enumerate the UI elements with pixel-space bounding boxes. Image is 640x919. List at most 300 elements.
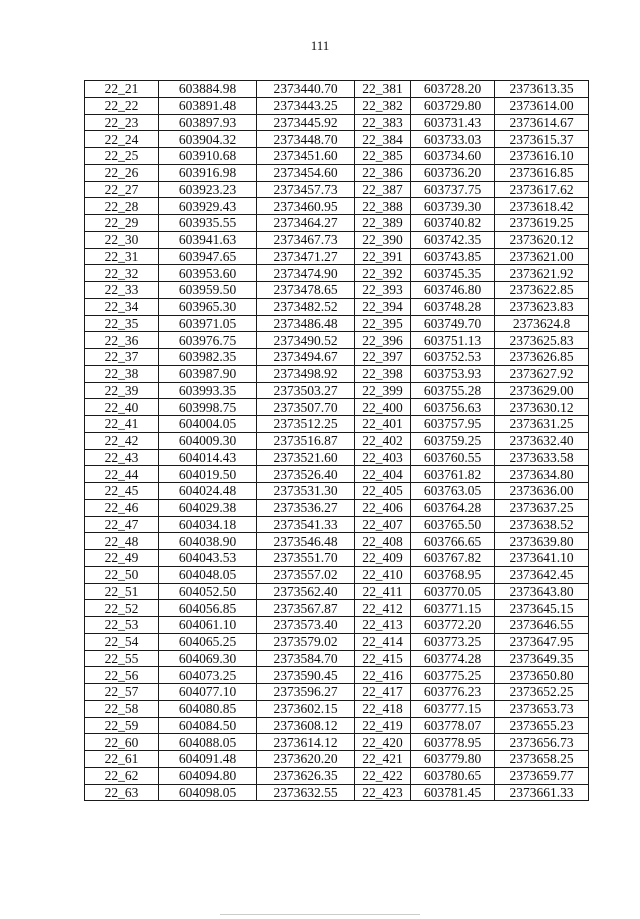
x-coordinate-cell: 604004.05	[159, 416, 257, 433]
point-id-cell: 22_31	[85, 248, 159, 265]
x-coordinate-cell: 603780.65	[411, 767, 495, 784]
x-coordinate-cell: 604088.05	[159, 734, 257, 751]
y-coordinate-cell: 2373457.73	[257, 181, 355, 198]
x-coordinate-cell: 604073.25	[159, 667, 257, 684]
y-coordinate-cell: 2373608.12	[257, 717, 355, 734]
y-coordinate-cell: 2373615.37	[495, 131, 589, 148]
x-coordinate-cell: 603764.28	[411, 499, 495, 516]
point-id-cell: 22_385	[355, 148, 411, 165]
point-id-cell: 22_55	[85, 650, 159, 667]
y-coordinate-cell: 2373616.85	[495, 164, 589, 181]
x-coordinate-cell: 603736.20	[411, 164, 495, 181]
x-coordinate-cell: 604098.05	[159, 784, 257, 801]
table-row	[85, 198, 589, 215]
point-id-cell: 22_390	[355, 231, 411, 248]
y-coordinate-cell: 2373471.27	[257, 248, 355, 265]
table-row	[85, 81, 589, 98]
y-coordinate-cell: 2373623.83	[495, 298, 589, 315]
x-coordinate-cell: 603777.15	[411, 700, 495, 717]
y-coordinate-cell: 2373639.80	[495, 533, 589, 550]
y-coordinate-cell: 2373494.67	[257, 349, 355, 366]
point-id-cell: 22_30	[85, 231, 159, 248]
y-coordinate-cell: 2373616.10	[495, 148, 589, 165]
y-coordinate-cell: 2373507.70	[257, 399, 355, 416]
table-row	[85, 734, 589, 751]
point-id-cell: 22_51	[85, 583, 159, 600]
point-id-cell: 22_52	[85, 600, 159, 617]
point-id-cell: 22_25	[85, 148, 159, 165]
y-coordinate-cell: 2373645.15	[495, 600, 589, 617]
table-row	[85, 181, 589, 198]
y-coordinate-cell: 2373448.70	[257, 131, 355, 148]
point-id-cell: 22_401	[355, 416, 411, 433]
x-coordinate-cell: 603771.15	[411, 600, 495, 617]
y-coordinate-cell: 2373626.85	[495, 349, 589, 366]
y-coordinate-cell: 2373647.95	[495, 633, 589, 650]
y-coordinate-cell: 2373590.45	[257, 667, 355, 684]
point-id-cell: 22_406	[355, 499, 411, 516]
y-coordinate-cell: 2373624.8	[495, 315, 589, 332]
x-coordinate-cell: 603998.75	[159, 399, 257, 416]
y-coordinate-cell: 2373638.52	[495, 516, 589, 533]
table-row	[85, 550, 589, 567]
x-coordinate-cell: 603884.98	[159, 81, 257, 98]
y-coordinate-cell: 2373614.12	[257, 734, 355, 751]
y-coordinate-cell: 2373633.58	[495, 449, 589, 466]
y-coordinate-cell: 2373613.35	[495, 81, 589, 98]
point-id-cell: 22_63	[85, 784, 159, 801]
x-coordinate-cell: 603778.07	[411, 717, 495, 734]
point-id-cell: 22_423	[355, 784, 411, 801]
x-coordinate-cell: 603773.25	[411, 633, 495, 650]
table-row	[85, 382, 589, 399]
point-id-cell: 22_56	[85, 667, 159, 684]
x-coordinate-cell: 604052.50	[159, 583, 257, 600]
x-coordinate-cell: 603751.13	[411, 332, 495, 349]
table-row	[85, 282, 589, 299]
point-id-cell: 22_38	[85, 365, 159, 382]
table-row	[85, 97, 589, 114]
y-coordinate-cell: 2373454.60	[257, 164, 355, 181]
y-coordinate-cell: 2373631.25	[495, 416, 589, 433]
table-row	[85, 265, 589, 282]
y-coordinate-cell: 2373655.23	[495, 717, 589, 734]
y-coordinate-cell: 2373642.45	[495, 566, 589, 583]
point-id-cell: 22_21	[85, 81, 159, 98]
point-id-cell: 22_418	[355, 700, 411, 717]
x-coordinate-cell: 603781.45	[411, 784, 495, 801]
x-coordinate-cell: 603941.63	[159, 231, 257, 248]
x-coordinate-cell: 604065.25	[159, 633, 257, 650]
point-id-cell: 22_403	[355, 449, 411, 466]
table-row	[85, 231, 589, 248]
point-id-cell: 22_24	[85, 131, 159, 148]
y-coordinate-cell: 2373617.62	[495, 181, 589, 198]
point-id-cell: 22_383	[355, 114, 411, 131]
point-id-cell: 22_54	[85, 633, 159, 650]
table-row	[85, 416, 589, 433]
point-id-cell: 22_422	[355, 767, 411, 784]
point-id-cell: 22_23	[85, 114, 159, 131]
y-coordinate-cell: 2373625.83	[495, 332, 589, 349]
point-id-cell: 22_60	[85, 734, 159, 751]
x-coordinate-cell: 604048.05	[159, 566, 257, 583]
table-row	[85, 399, 589, 416]
point-id-cell: 22_34	[85, 298, 159, 315]
point-id-cell: 22_414	[355, 633, 411, 650]
table-row	[85, 751, 589, 768]
x-coordinate-cell: 603729.80	[411, 97, 495, 114]
table-row	[85, 466, 589, 483]
x-coordinate-cell: 603756.63	[411, 399, 495, 416]
y-coordinate-cell: 2373634.80	[495, 466, 589, 483]
x-coordinate-cell: 604014.43	[159, 449, 257, 466]
x-coordinate-cell: 603767.82	[411, 550, 495, 567]
x-coordinate-cell: 603770.05	[411, 583, 495, 600]
point-id-cell: 22_26	[85, 164, 159, 181]
x-coordinate-cell: 603904.32	[159, 131, 257, 148]
point-id-cell: 22_405	[355, 483, 411, 500]
x-coordinate-cell: 603776.23	[411, 684, 495, 701]
x-coordinate-cell: 603987.90	[159, 365, 257, 382]
table-row	[85, 583, 589, 600]
y-coordinate-cell: 2373474.90	[257, 265, 355, 282]
x-coordinate-cell: 603743.85	[411, 248, 495, 265]
x-coordinate-cell: 603916.98	[159, 164, 257, 181]
y-coordinate-cell: 2373567.87	[257, 600, 355, 617]
table-row	[85, 248, 589, 265]
x-coordinate-cell: 603778.95	[411, 734, 495, 751]
y-coordinate-cell: 2373636.00	[495, 483, 589, 500]
table-row	[85, 566, 589, 583]
point-id-cell: 22_47	[85, 516, 159, 533]
coordinates-table-body	[85, 81, 589, 801]
point-id-cell: 22_43	[85, 449, 159, 466]
y-coordinate-cell: 2373498.92	[257, 365, 355, 382]
table-row	[85, 449, 589, 466]
x-coordinate-cell: 603760.55	[411, 449, 495, 466]
y-coordinate-cell: 2373467.73	[257, 231, 355, 248]
x-coordinate-cell: 603742.35	[411, 231, 495, 248]
point-id-cell: 22_395	[355, 315, 411, 332]
x-coordinate-cell: 603779.80	[411, 751, 495, 768]
x-coordinate-cell: 604056.85	[159, 600, 257, 617]
point-id-cell: 22_397	[355, 349, 411, 366]
x-coordinate-cell: 603982.35	[159, 349, 257, 366]
y-coordinate-cell: 2373482.52	[257, 298, 355, 315]
y-coordinate-cell: 2373649.35	[495, 650, 589, 667]
x-coordinate-cell: 603765.50	[411, 516, 495, 533]
point-id-cell: 22_40	[85, 399, 159, 416]
point-id-cell: 22_391	[355, 248, 411, 265]
point-id-cell: 22_62	[85, 767, 159, 784]
table-row	[85, 365, 589, 382]
x-coordinate-cell: 603910.68	[159, 148, 257, 165]
point-id-cell: 22_37	[85, 349, 159, 366]
y-coordinate-cell: 2373632.40	[495, 432, 589, 449]
x-coordinate-cell: 603739.30	[411, 198, 495, 215]
point-id-cell: 22_41	[85, 416, 159, 433]
point-id-cell: 22_44	[85, 466, 159, 483]
table-row	[85, 315, 589, 332]
table-row	[85, 298, 589, 315]
y-coordinate-cell: 2373653.73	[495, 700, 589, 717]
table-row	[85, 148, 589, 165]
x-coordinate-cell: 603740.82	[411, 215, 495, 232]
point-id-cell: 22_49	[85, 550, 159, 567]
y-coordinate-cell: 2373630.12	[495, 399, 589, 416]
x-coordinate-cell: 603774.28	[411, 650, 495, 667]
table-row	[85, 114, 589, 131]
point-id-cell: 22_388	[355, 198, 411, 215]
point-id-cell: 22_415	[355, 650, 411, 667]
point-id-cell: 22_384	[355, 131, 411, 148]
x-coordinate-cell: 603965.30	[159, 298, 257, 315]
x-coordinate-cell: 603755.28	[411, 382, 495, 399]
x-coordinate-cell: 604094.80	[159, 767, 257, 784]
x-coordinate-cell: 603731.43	[411, 114, 495, 131]
y-coordinate-cell: 2373521.60	[257, 449, 355, 466]
y-coordinate-cell: 2373584.70	[257, 650, 355, 667]
point-id-cell: 22_386	[355, 164, 411, 181]
y-coordinate-cell: 2373546.48	[257, 533, 355, 550]
point-id-cell: 22_48	[85, 533, 159, 550]
table-row	[85, 516, 589, 533]
point-id-cell: 22_29	[85, 215, 159, 232]
x-coordinate-cell: 603728.20	[411, 81, 495, 98]
point-id-cell: 22_398	[355, 365, 411, 382]
point-id-cell: 22_409	[355, 550, 411, 567]
y-coordinate-cell: 2373486.48	[257, 315, 355, 332]
table-row	[85, 633, 589, 650]
table-row	[85, 215, 589, 232]
point-id-cell: 22_392	[355, 265, 411, 282]
x-coordinate-cell: 604029.38	[159, 499, 257, 516]
y-coordinate-cell: 2373618.42	[495, 198, 589, 215]
x-coordinate-cell: 603953.60	[159, 265, 257, 282]
x-coordinate-cell: 604024.48	[159, 483, 257, 500]
y-coordinate-cell: 2373551.70	[257, 550, 355, 567]
point-id-cell: 22_408	[355, 533, 411, 550]
point-id-cell: 22_33	[85, 282, 159, 299]
point-id-cell: 22_407	[355, 516, 411, 533]
point-id-cell: 22_57	[85, 684, 159, 701]
table-row	[85, 767, 589, 784]
y-coordinate-cell: 2373632.55	[257, 784, 355, 801]
x-coordinate-cell: 603929.43	[159, 198, 257, 215]
point-id-cell: 22_382	[355, 97, 411, 114]
y-coordinate-cell: 2373579.02	[257, 633, 355, 650]
y-coordinate-cell: 2373652.25	[495, 684, 589, 701]
y-coordinate-cell: 2373557.02	[257, 566, 355, 583]
y-coordinate-cell: 2373562.40	[257, 583, 355, 600]
x-coordinate-cell: 603748.28	[411, 298, 495, 315]
table-row	[85, 499, 589, 516]
x-coordinate-cell: 604038.90	[159, 533, 257, 550]
x-coordinate-cell: 604019.50	[159, 466, 257, 483]
y-coordinate-cell: 2373621.00	[495, 248, 589, 265]
point-id-cell: 22_53	[85, 617, 159, 634]
point-id-cell: 22_58	[85, 700, 159, 717]
point-id-cell: 22_412	[355, 600, 411, 617]
x-coordinate-cell: 603737.75	[411, 181, 495, 198]
y-coordinate-cell: 2373650.80	[495, 667, 589, 684]
x-coordinate-cell: 603734.60	[411, 148, 495, 165]
y-coordinate-cell: 2373627.92	[495, 365, 589, 382]
x-coordinate-cell: 603923.23	[159, 181, 257, 198]
x-coordinate-cell: 603753.93	[411, 365, 495, 382]
point-id-cell: 22_416	[355, 667, 411, 684]
point-id-cell: 22_59	[85, 717, 159, 734]
table-row	[85, 700, 589, 717]
table-row	[85, 650, 589, 667]
x-coordinate-cell: 603993.35	[159, 382, 257, 399]
point-id-cell: 22_28	[85, 198, 159, 215]
table-row	[85, 483, 589, 500]
point-id-cell: 22_396	[355, 332, 411, 349]
point-id-cell: 22_389	[355, 215, 411, 232]
x-coordinate-cell: 604069.30	[159, 650, 257, 667]
x-coordinate-cell: 604034.18	[159, 516, 257, 533]
y-coordinate-cell: 2373620.20	[257, 751, 355, 768]
x-coordinate-cell: 603768.95	[411, 566, 495, 583]
x-coordinate-cell: 603749.70	[411, 315, 495, 332]
y-coordinate-cell: 2373516.87	[257, 432, 355, 449]
y-coordinate-cell: 2373443.25	[257, 97, 355, 114]
x-coordinate-cell: 603757.95	[411, 416, 495, 433]
point-id-cell: 22_417	[355, 684, 411, 701]
table-row	[85, 600, 589, 617]
y-coordinate-cell: 2373656.73	[495, 734, 589, 751]
y-coordinate-cell: 2373602.15	[257, 700, 355, 717]
point-id-cell: 22_39	[85, 382, 159, 399]
point-id-cell: 22_404	[355, 466, 411, 483]
point-id-cell: 22_381	[355, 81, 411, 98]
y-coordinate-cell: 2373629.00	[495, 382, 589, 399]
y-coordinate-cell: 2373531.30	[257, 483, 355, 500]
x-coordinate-cell: 603745.35	[411, 265, 495, 282]
y-coordinate-cell: 2373440.70	[257, 81, 355, 98]
point-id-cell: 22_400	[355, 399, 411, 416]
point-id-cell: 22_419	[355, 717, 411, 734]
x-coordinate-cell: 604009.30	[159, 432, 257, 449]
table-row	[85, 332, 589, 349]
y-coordinate-cell: 2373512.25	[257, 416, 355, 433]
x-coordinate-cell: 604061.10	[159, 617, 257, 634]
bottom-divider	[220, 914, 420, 915]
point-id-cell: 22_413	[355, 617, 411, 634]
x-coordinate-cell: 603976.75	[159, 332, 257, 349]
x-coordinate-cell: 603971.05	[159, 315, 257, 332]
x-coordinate-cell: 604091.48	[159, 751, 257, 768]
y-coordinate-cell: 2373641.10	[495, 550, 589, 567]
point-id-cell: 22_36	[85, 332, 159, 349]
y-coordinate-cell: 2373573.40	[257, 617, 355, 634]
y-coordinate-cell: 2373661.33	[495, 784, 589, 801]
y-coordinate-cell: 2373626.35	[257, 767, 355, 784]
table-row	[85, 717, 589, 734]
table-row	[85, 784, 589, 801]
y-coordinate-cell: 2373620.12	[495, 231, 589, 248]
y-coordinate-cell: 2373643.80	[495, 583, 589, 600]
table-row	[85, 667, 589, 684]
x-coordinate-cell: 604043.53	[159, 550, 257, 567]
y-coordinate-cell: 2373622.85	[495, 282, 589, 299]
point-id-cell: 22_50	[85, 566, 159, 583]
point-id-cell: 22_411	[355, 583, 411, 600]
table-row	[85, 349, 589, 366]
y-coordinate-cell: 2373478.65	[257, 282, 355, 299]
y-coordinate-cell: 2373646.55	[495, 617, 589, 634]
point-id-cell: 22_61	[85, 751, 159, 768]
point-id-cell: 22_46	[85, 499, 159, 516]
y-coordinate-cell: 2373659.77	[495, 767, 589, 784]
x-coordinate-cell: 603897.93	[159, 114, 257, 131]
x-coordinate-cell: 603746.80	[411, 282, 495, 299]
x-coordinate-cell: 603775.25	[411, 667, 495, 684]
y-coordinate-cell: 2373637.25	[495, 499, 589, 516]
y-coordinate-cell: 2373460.95	[257, 198, 355, 215]
table-row	[85, 432, 589, 449]
y-coordinate-cell: 2373614.00	[495, 97, 589, 114]
point-id-cell: 22_420	[355, 734, 411, 751]
point-id-cell: 22_399	[355, 382, 411, 399]
y-coordinate-cell: 2373464.27	[257, 215, 355, 232]
table-row	[85, 533, 589, 550]
page-number: 111	[310, 38, 330, 53]
x-coordinate-cell: 603733.03	[411, 131, 495, 148]
y-coordinate-cell: 2373621.92	[495, 265, 589, 282]
table-row	[85, 684, 589, 701]
y-coordinate-cell: 2373619.25	[495, 215, 589, 232]
x-coordinate-cell: 603759.25	[411, 432, 495, 449]
y-coordinate-cell: 2373445.92	[257, 114, 355, 131]
point-id-cell: 22_27	[85, 181, 159, 198]
point-id-cell: 22_45	[85, 483, 159, 500]
y-coordinate-cell: 2373541.33	[257, 516, 355, 533]
point-id-cell: 22_42	[85, 432, 159, 449]
y-coordinate-cell: 2373451.60	[257, 148, 355, 165]
x-coordinate-cell: 603947.65	[159, 248, 257, 265]
point-id-cell: 22_22	[85, 97, 159, 114]
x-coordinate-cell: 603766.65	[411, 533, 495, 550]
x-coordinate-cell: 603891.48	[159, 97, 257, 114]
x-coordinate-cell: 603763.05	[411, 483, 495, 500]
point-id-cell: 22_394	[355, 298, 411, 315]
y-coordinate-cell: 2373658.25	[495, 751, 589, 768]
point-id-cell: 22_393	[355, 282, 411, 299]
x-coordinate-cell: 603935.55	[159, 215, 257, 232]
y-coordinate-cell: 2373614.67	[495, 114, 589, 131]
y-coordinate-cell: 2373490.52	[257, 332, 355, 349]
table-row	[85, 131, 589, 148]
y-coordinate-cell: 2373503.27	[257, 382, 355, 399]
point-id-cell: 22_35	[85, 315, 159, 332]
y-coordinate-cell: 2373526.40	[257, 466, 355, 483]
point-id-cell: 22_410	[355, 566, 411, 583]
x-coordinate-cell: 604077.10	[159, 684, 257, 701]
x-coordinate-cell: 603772.20	[411, 617, 495, 634]
x-coordinate-cell: 603761.82	[411, 466, 495, 483]
y-coordinate-cell: 2373596.27	[257, 684, 355, 701]
x-coordinate-cell: 603752.53	[411, 349, 495, 366]
point-id-cell: 22_387	[355, 181, 411, 198]
point-id-cell: 22_32	[85, 265, 159, 282]
point-id-cell: 22_421	[355, 751, 411, 768]
coordinates-table	[84, 80, 589, 801]
y-coordinate-cell: 2373536.27	[257, 499, 355, 516]
table-row	[85, 164, 589, 181]
